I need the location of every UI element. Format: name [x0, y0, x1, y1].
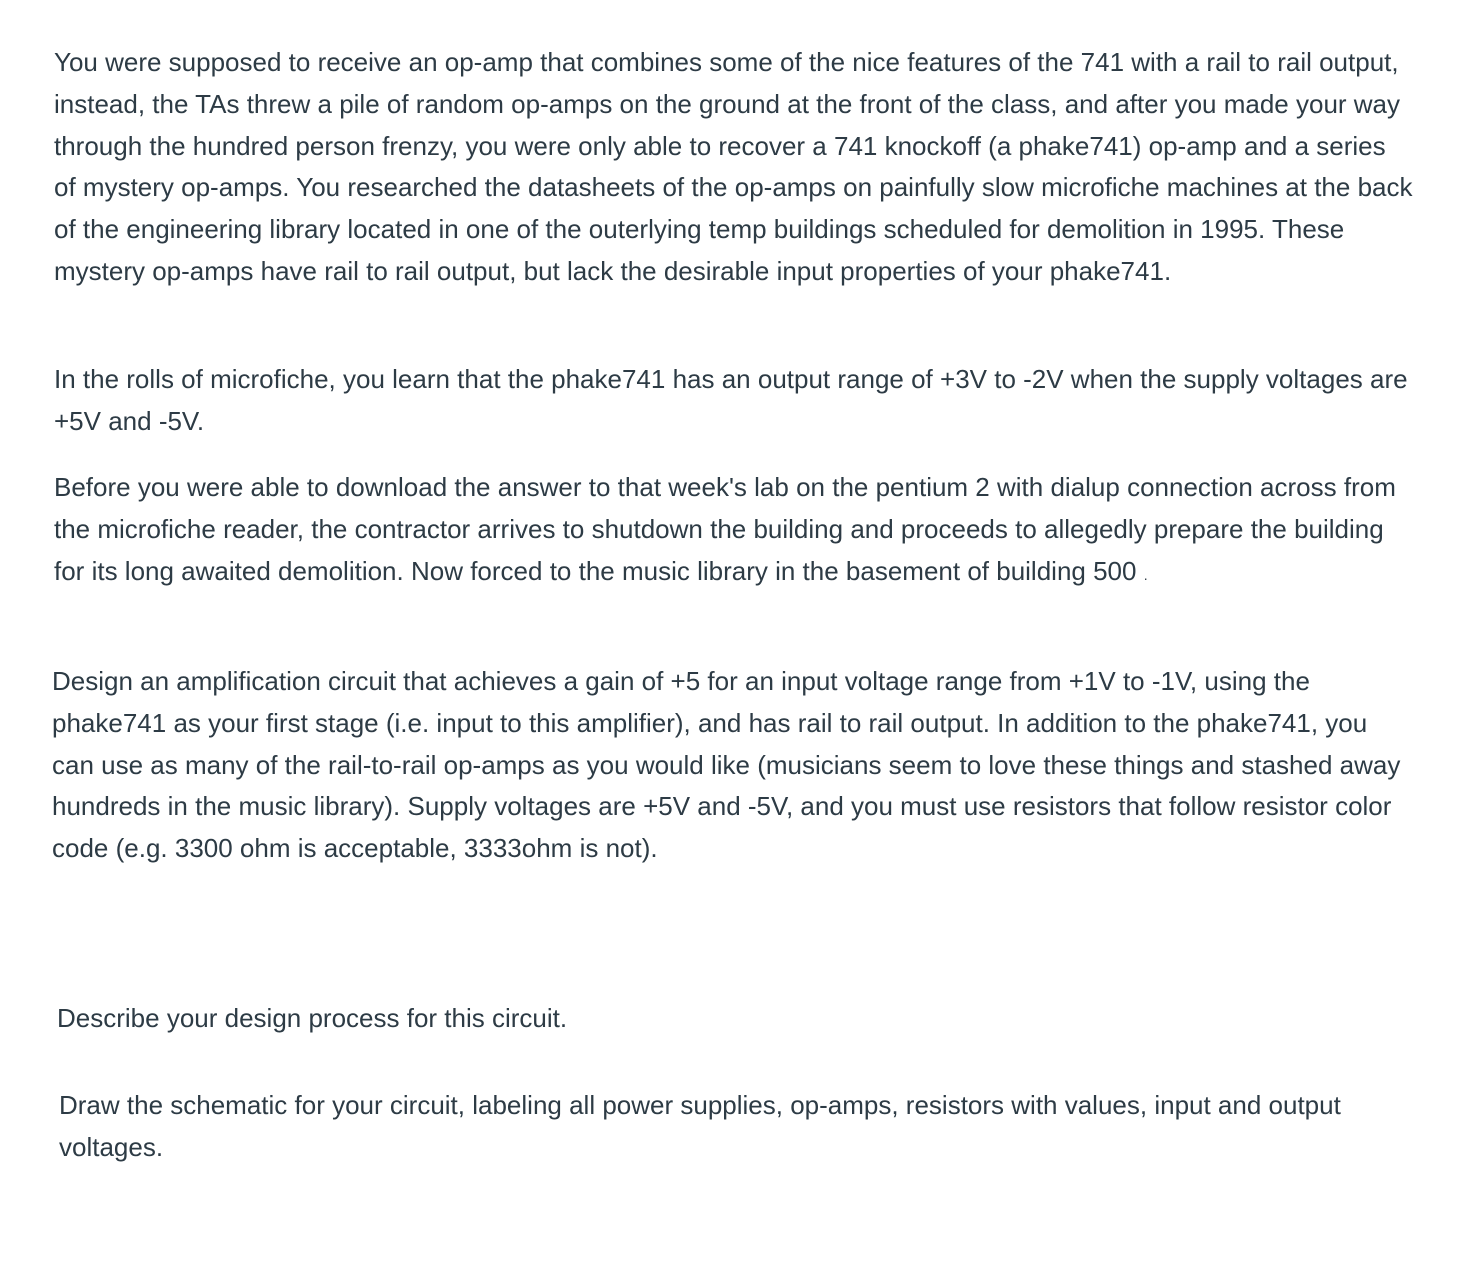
problem-paragraph-intro: You were supposed to receive an op-amp that combines some of the nice features of the 741 with a rail to rail output, instead, the TAs threw a pile of random op-amps on the ground at the front of the class, and after you made your way through the hundred person frenzy, you were only able to recover a 741 knockoff (a phake741) op-amp and a series of mystery op-amps. You researched the datasheets of the op-amps on painfully slow microfiche machines at the back of the engineering library located in one of the outerlying temp buildings scheduled for demolition in 1995. These mystery op-amps have rail to rail output, but lack the desirable input properties of your phake741.: [54, 47, 1413, 286]
problem-paragraph-output-range: In the rolls of microfiche, you learn that the phake741 has an output range of +3V to -2V when the supply voltages are +5V and -5V.: [54, 364, 1408, 436]
question-draw-schematic: Draw the schematic for your circuit, labeling all power supplies, op-amps, resistors with values, input and output voltages.: [59, 1090, 1341, 1162]
question-design-process: Describe your design process for this circuit.: [57, 1003, 568, 1033]
problem-paragraph-story: [54, 467, 1414, 596]
problem-paragraph-story-text: Before you were able to download the answer to that week's lab on the pentium 2 with dialup connection across from the microfiche reader, the contractor arrives to shutdown the building and proceeds to allegedly prepare the building for its long awaited demolition. Now forced to the music library in the basement of building 500: [54, 472, 1396, 586]
problem-paragraph-design-task: Design an amplification circuit that achieves a gain of +5 for an input voltage range from +1V to -1V, using the phake741 as your first stage (i.e. input to this amplifier), and has rail to rail output. In addition to the phake741, you can use as many of the rail-to-rail op-amps as you would like (musicians seem to love these things and stashed away hundreds in the music library). Supply voltages are +5V and -5V, and you must use resistors that follow resistor color code (e.g. 3300 ohm is acceptable, 3333ohm is not).: [52, 666, 1401, 864]
paragraph-end-mark: .: [1143, 566, 1148, 583]
